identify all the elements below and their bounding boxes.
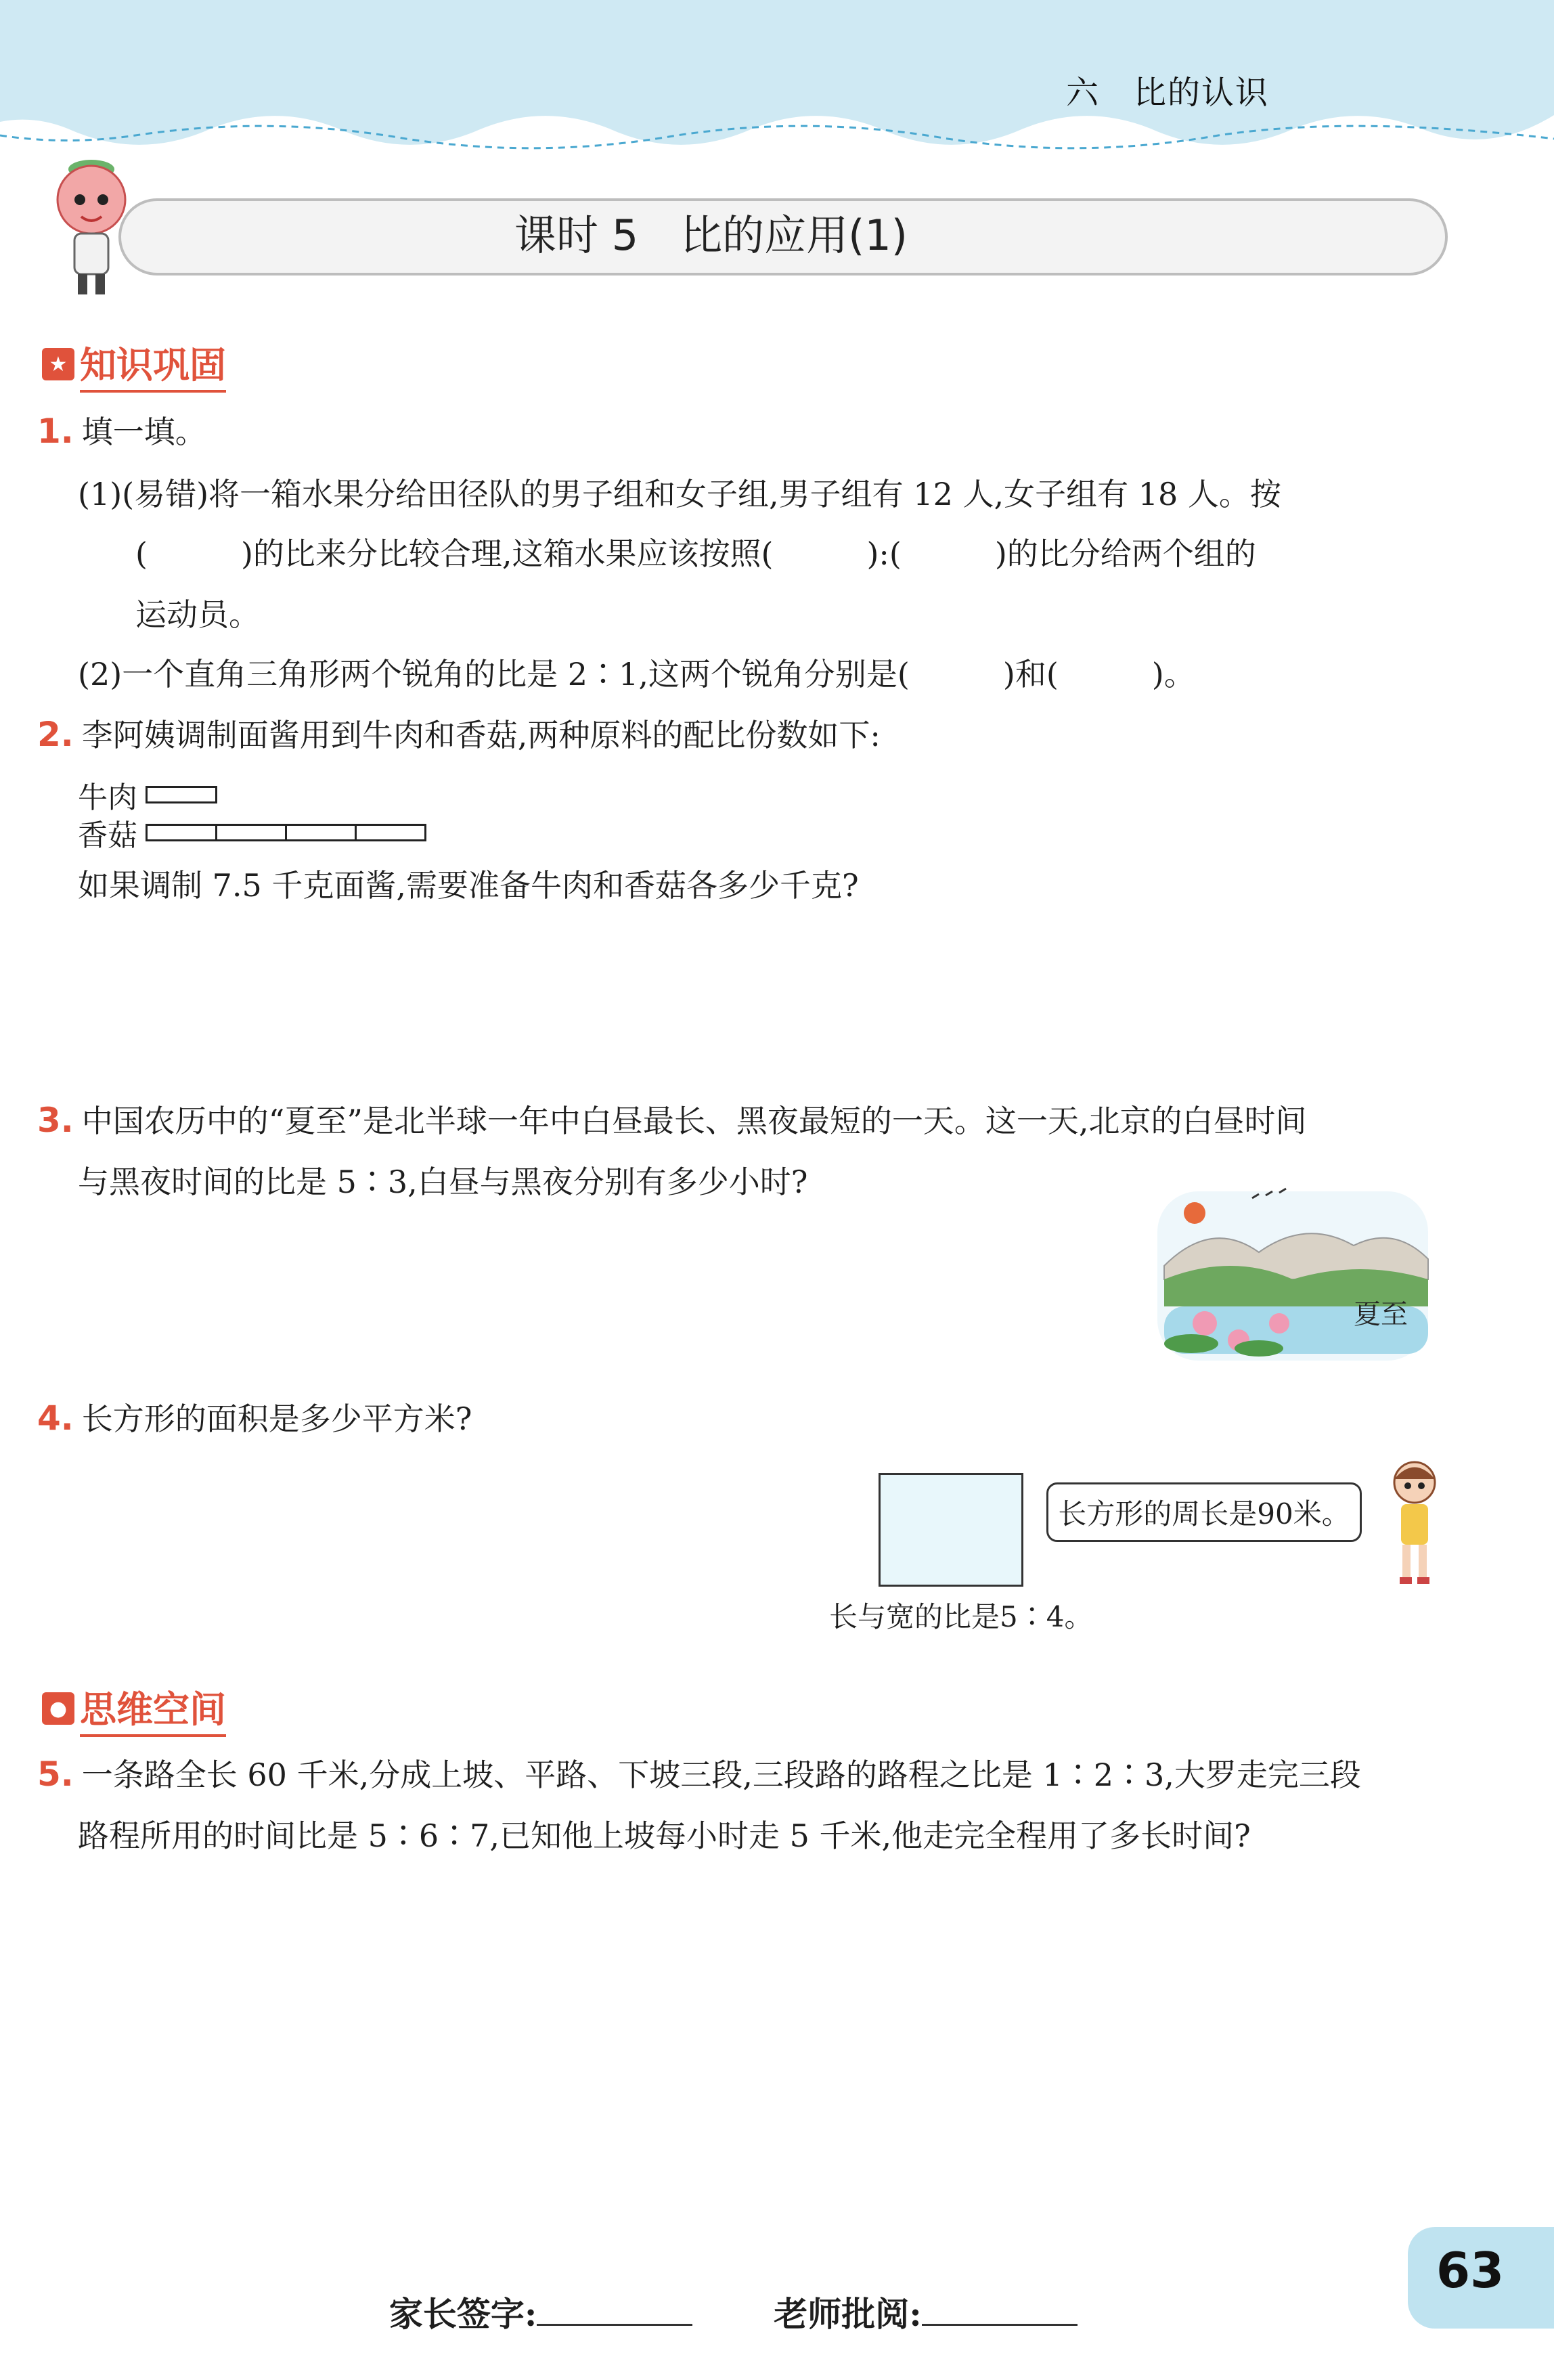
mushroom-segment: [285, 824, 357, 841]
q1-part2: (2)一个直角三角形两个锐角的比是 2∶1,这两个锐角分别是( )和( )。: [78, 656, 1195, 692]
mascot-icon: [47, 142, 135, 298]
speech-bubble: 长方形的周长是90米。: [1046, 1482, 1362, 1542]
parent-sign-field[interactable]: [537, 2324, 692, 2326]
question-1-title: 填一填。: [81, 414, 206, 450]
parent-sign-label: 家长签字:: [388, 2294, 537, 2334]
question-4: [37, 1398, 472, 1439]
mushroom-bar-row: [78, 811, 424, 854]
lesson-title: 课时 5 比的应用(1): [514, 211, 908, 260]
question-2-ask: 如果调制 7.5 千克面酱,需要准备牛肉和香菇各多少千克?: [78, 867, 859, 904]
teacher-review-label: 老师批阅:: [774, 2294, 922, 2334]
question-5-number: 5.: [37, 1755, 74, 1794]
teacher-review-field[interactable]: [922, 2324, 1078, 2326]
beef-bar: [146, 786, 215, 803]
question-1-header: [37, 412, 206, 452]
girl-icon: [1381, 1455, 1448, 1591]
section-knowledge-label: 知识巩固: [80, 336, 226, 393]
question-2: [37, 715, 881, 755]
beef-segment: [146, 786, 217, 803]
solstice-label: 夏至: [1354, 1299, 1408, 1330]
mushroom-segment: [215, 824, 287, 841]
question-3-number: 3.: [37, 1101, 74, 1140]
question-4-number: 4.: [37, 1398, 74, 1438]
header-band: [0, 0, 1554, 176]
question-3-line2: 与黑夜时间的比是 5∶3,白昼与黑夜分别有多少小时?: [78, 1164, 808, 1200]
question-5-line2: 路程所用的时间比是 5∶6∶7,已知他上坡每小时走 5 千米,他走完全程用了多长时间?: [78, 1817, 1251, 1854]
mushroom-segment: [146, 824, 217, 841]
beef-bar-row: [78, 773, 215, 816]
question-5-line1: 一条路全长 60 千米,分成上坡、平路、下坡三段,三段路的路程之比是 1∶2∶3,大罗走完三段: [81, 1757, 1361, 1793]
mushroom-bar: [146, 824, 424, 841]
question-3-line1: 中国农历中的“夏至”是北半球一年中白昼最长、黑夜最短的一天。这一天,北京的白昼时间: [81, 1103, 1307, 1139]
lightbulb-icon: ●: [42, 1692, 74, 1725]
beef-label: 牛肉: [78, 780, 137, 815]
question-4-text: 长方形的面积是多少平方米?: [81, 1401, 472, 1437]
rectangle-figure: [879, 1473, 1023, 1587]
q1-part1-line3: 运动员。: [135, 596, 260, 633]
section-thinking: [42, 1687, 226, 1730]
summer-solstice-illustration: [1151, 1178, 1435, 1367]
chapter-title: 六 比的认识: [1066, 74, 1270, 112]
page-number: 63: [1436, 2242, 1505, 2299]
question-3: [37, 1101, 1306, 1141]
q1-part1-line2: ( )的比来分比较合理,这箱水果应该按照( ):( )的比分给两个组的: [135, 535, 1256, 572]
signature-row: [365, 2247, 1159, 2336]
q1-part1-line1: (1)(易错)将一箱水果分给田径队的男子组和女子组,男子组有 12 人,女子组有 18 人。按: [78, 476, 1281, 512]
question-1-number: 1.: [37, 412, 74, 451]
star-icon: ★: [42, 348, 74, 380]
question-2-text: 李阿姨调制面酱用到牛肉和香菇,两种原料的配比份数如下:: [81, 717, 881, 753]
rectangle-caption: 长与宽的比是5∶4。: [829, 1600, 1093, 1633]
question-2-number: 2.: [37, 715, 74, 754]
mushroom-segment: [355, 824, 426, 841]
section-thinking-label: 思维空间: [80, 1681, 226, 1737]
question-5: [37, 1755, 1361, 1795]
mushroom-label: 香菇: [78, 818, 137, 853]
section-knowledge: [42, 343, 226, 386]
